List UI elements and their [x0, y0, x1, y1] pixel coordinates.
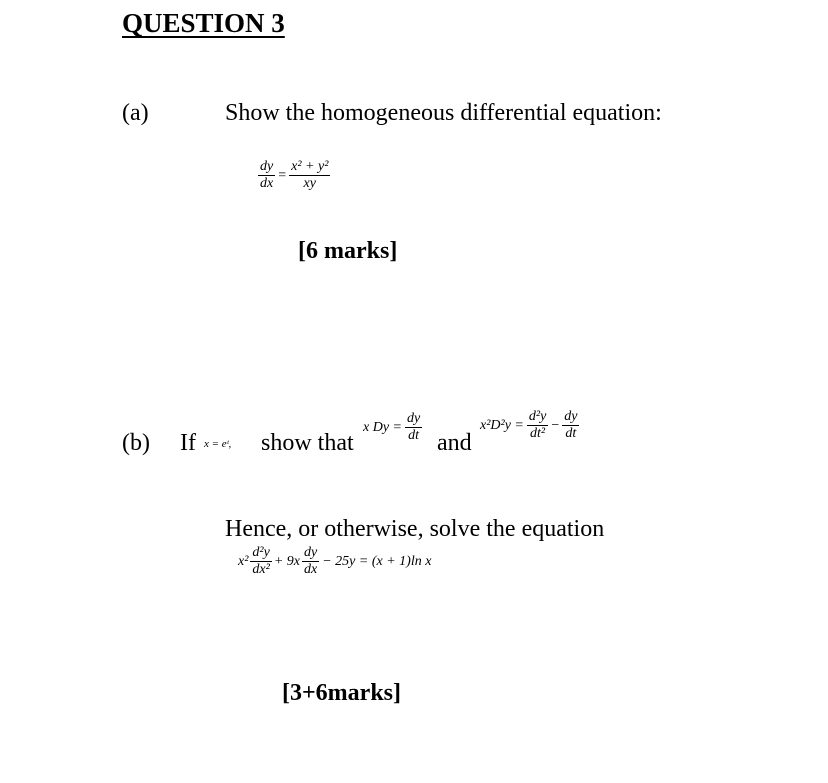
- hence-text: Hence, or otherwise, solve the equation: [225, 516, 605, 542]
- fraction-numerator: dy: [304, 545, 318, 560]
- part-b-marks: [3+6marks]: [282, 680, 401, 706]
- and-text: and: [437, 430, 472, 456]
- part-a-prompt: Show the homogeneous differential equation:: [225, 100, 662, 126]
- part-a-marks: [6 marks]: [298, 238, 398, 264]
- fraction-numerator: x² + y²: [291, 159, 329, 174]
- question-title: QUESTION 3: [122, 8, 285, 38]
- substitution-formula: x = eᵗ,: [204, 438, 232, 450]
- equation-x2-d2y: [480, 410, 579, 441]
- fraction-denominator: dt: [408, 427, 420, 443]
- dy-dt-fraction: [405, 412, 422, 443]
- coefficient-x2: x²: [238, 553, 249, 569]
- fraction-denominator: dx: [260, 175, 274, 191]
- fraction-numerator: d²y: [528, 409, 547, 424]
- equation-lhs: x²D²y =: [480, 417, 524, 433]
- dy-dt-fraction: [562, 410, 579, 441]
- dy-dx-fraction: [302, 546, 319, 577]
- rhs-fraction: [289, 160, 330, 191]
- fraction-denominator: dx: [304, 561, 318, 577]
- equation-x-dy: [363, 412, 422, 443]
- equation-rhs: − 25y = (x + 1)ln x: [322, 553, 432, 569]
- fraction-denominator: dt²: [530, 425, 546, 441]
- minus-sign: −: [551, 417, 560, 433]
- euler-cauchy-equation: [238, 546, 431, 577]
- fraction-numerator: d²y: [252, 545, 270, 560]
- fraction-denominator: dx²: [252, 561, 270, 577]
- part-b-label: (b): [122, 430, 150, 456]
- fraction-denominator: xy: [303, 175, 316, 191]
- if-text: If: [180, 430, 196, 456]
- part-a-label: (a): [122, 100, 149, 126]
- homogeneous-equation: [258, 160, 330, 191]
- fraction-denominator: dt: [565, 425, 577, 441]
- d2y-dt2-fraction: [527, 410, 548, 441]
- middle-term: + 9x: [273, 553, 301, 569]
- equation-lhs: x Dy =: [363, 419, 402, 435]
- fraction-numerator: dy: [564, 409, 578, 424]
- equals-sign: =: [278, 167, 287, 183]
- d2y-dx2-fraction: [250, 546, 271, 577]
- show-that-text: show that: [261, 430, 354, 456]
- dy-dx-fraction: [258, 160, 275, 191]
- fraction-numerator: dy: [260, 159, 274, 174]
- fraction-numerator: dy: [407, 411, 421, 426]
